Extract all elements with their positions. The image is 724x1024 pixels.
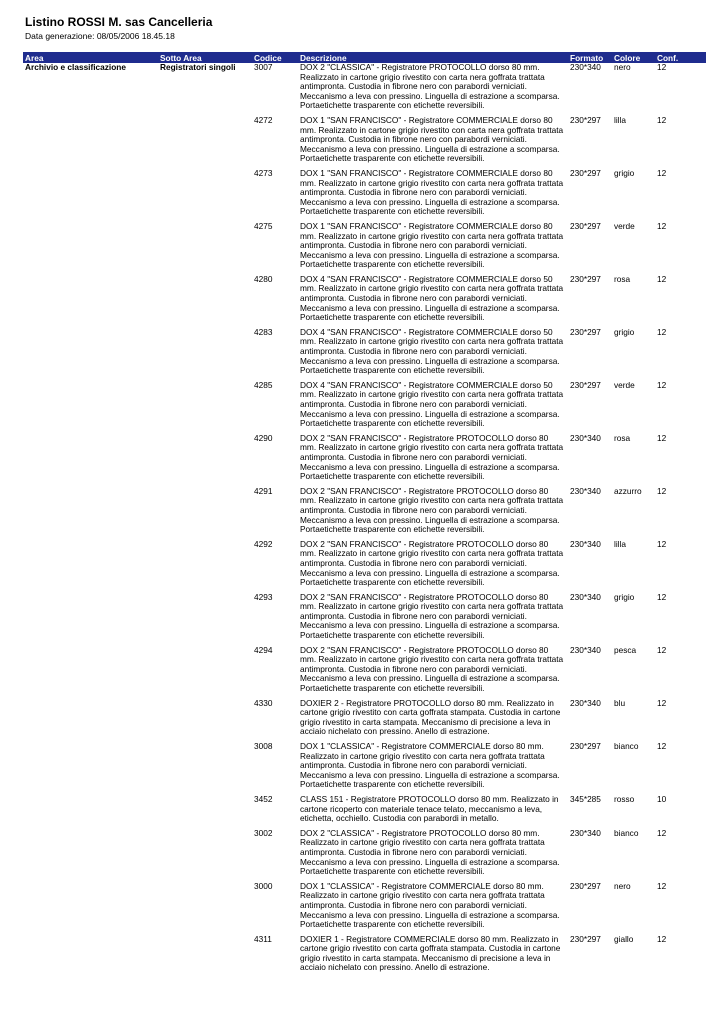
cell-sotto-area xyxy=(158,540,252,593)
cell-descrizione: DOX 4 "SAN FRANCISCO" - Registratore COMMERCIALE dorso 50 mm. Realizzato in cartone grigio rivestito con carta nera goffrata trattata antimpronta. Custodia in fibrone nero con parabordi verniciati. Meccanismo a leva con pressino. Linguella di estrazione a scomparsa. Portaetichette trasparente con etichette reversibili. xyxy=(300,273,564,323)
cell-codice: 4292 xyxy=(254,538,273,549)
cell-area xyxy=(23,742,158,795)
table-row xyxy=(23,882,706,935)
cell-sotto-area xyxy=(158,699,252,742)
table-row xyxy=(23,935,706,978)
cell-area xyxy=(23,487,158,540)
cell-codice: 3007 xyxy=(254,62,273,72)
cell-conf: 12 xyxy=(657,432,667,443)
cell-codice: 3452 xyxy=(254,793,273,804)
cell-formato: 230*297 xyxy=(570,114,601,125)
cell-sotto-area xyxy=(158,742,252,795)
cell-formato: 230*340 xyxy=(570,697,601,708)
cell-sotto-area xyxy=(158,795,252,829)
cell-conf: 12 xyxy=(657,62,667,72)
cell-conf: 12 xyxy=(657,167,667,178)
price-list-table xyxy=(23,52,706,978)
cell-colore: rosa xyxy=(614,432,631,443)
cell-codice: 4291 xyxy=(254,485,273,496)
cell-conf: 12 xyxy=(657,326,667,337)
cell-formato: 230*340 xyxy=(570,591,601,602)
cell-descrizione: DOX 4 "SAN FRANCISCO" - Registratore COMMERCIALE dorso 50 mm. Realizzato in cartone grigio rivestito con carta nera goffrata trattata antimpronta. Custodia in fibrone nero con parabordi verniciati. Meccanismo a leva con pressino. Linguella di estrazione a scomparsa. Portaetichette trasparente con etichette reversibili. xyxy=(300,326,564,376)
cell-area xyxy=(23,646,158,699)
cell-formato: 230*340 xyxy=(570,538,601,549)
cell-area xyxy=(23,381,158,434)
cell-codice: 3000 xyxy=(254,880,273,891)
cell-formato: 230*297 xyxy=(570,220,601,231)
cell-codice: 4280 xyxy=(254,273,273,284)
cell-area xyxy=(23,829,158,882)
cell-codice: 3008 xyxy=(254,741,273,751)
cell-colore: verde xyxy=(614,220,635,231)
cell-area xyxy=(23,434,158,487)
column-header-area: Area xyxy=(23,52,158,63)
cell-colore: rosa xyxy=(614,273,631,284)
cell-colore: grigio xyxy=(614,326,635,337)
column-header-descrizione: Descrizione xyxy=(298,52,568,63)
cell-descrizione: DOX 1 "SAN FRANCISCO" - Registratore COMMERCIALE dorso 80 mm. Realizzato in cartone grigio rivestito con carta nera goffrata trattata antimpronta. Custodia in fibrone nero con parabordi verniciati. Meccanismo a leva con pressino. Linguella di estrazione a scomparsa. Portaetichette trasparente con etichette reversibili. xyxy=(300,167,564,217)
column-header-colore: Colore xyxy=(612,52,655,63)
cell-formato: 230*340 xyxy=(570,485,601,496)
table-row xyxy=(23,169,706,222)
cell-formato: 230*297 xyxy=(570,326,601,337)
table-row xyxy=(23,222,706,275)
cell-formato: 230*340 xyxy=(570,644,601,655)
cell-colore: nero xyxy=(614,62,631,72)
cell-descrizione: DOX 1 "CLASSICA" - Registratore COMMERCIALE dorso 80 mm. Realizzato in cartone grigio rivestito con carta nera goffrata trattata antimpronta. Custodia in fibrone nero con parabordi verniciati. Meccanismo a leva con pressino. Linguella di estrazione a scomparsa. Portaetichette trasparente con etichette reversibili. xyxy=(300,880,560,930)
cell-colore: lilla xyxy=(614,114,626,125)
cell-descrizione: DOX 2 "SAN FRANCISCO" - Registratore PROTOCOLLO dorso 80 mm. Realizzato in cartone grigio rivestito con carta nera goffrata trattata antimpronta. Custodia in fibrone nero con parabordi verniciati. Meccanismo a leva con pressino. Linguella di estrazione a scomparsa. Portaetichette trasparente con etichette reversibili. xyxy=(300,591,564,641)
cell-codice: 4283 xyxy=(254,326,273,337)
cell-colore: rosso xyxy=(614,793,635,804)
cell-descrizione: DOXIER 1 - Registratore COMMERCIALE dorso 80 mm. Realizzato in cartone grigio rivestito con carta goffrata stampata. Custodia in cartone grigio rivestito in carta stampata. Meccanismo di precisione a leva in acciaio nichelato con pressino. Anello di estrazione. xyxy=(300,933,561,973)
cell-colore: verde xyxy=(614,379,635,390)
table-row xyxy=(23,540,706,593)
cell-sotto-area xyxy=(158,829,252,882)
cell-formato: 345*285 xyxy=(570,793,601,804)
cell-conf: 12 xyxy=(657,220,667,231)
cell-descrizione: DOX 1 "CLASSICA" - Registratore COMMERCIALE dorso 80 mm. Realizzato in cartone grigio rivestito con carta nera goffrata trattata antimpronta. Custodia in fibrone nero con parabordi verniciati. Meccanismo a leva con pressino. Linguella di estrazione a scomparsa. Portaetichette trasparente con etichette reversibili. xyxy=(300,741,560,790)
cell-descrizione: DOX 1 "SAN FRANCISCO" - Registratore COMMERCIALE dorso 80 mm. Realizzato in cartone grigio rivestito con carta nera goffrata trattata antimpronta. Custodia in fibrone nero con parabordi verniciati. Meccanismo a leva con pressino. Linguella di estrazione a scomparsa. Portaetichette trasparente con etichette reversibili. xyxy=(300,220,564,270)
cell-descrizione: DOX 2 "SAN FRANCISCO" - Registratore PROTOCOLLO dorso 80 mm. Realizzato in cartone grigio rivestito con carta nera goffrata trattata antimpronta. Custodia in fibrone nero con parabordi verniciati. Meccanismo a leva con pressino. Linguella di estrazione a scomparsa. Portaetichette trasparente con etichette reversibili. xyxy=(300,644,564,694)
cell-conf: 12 xyxy=(657,827,667,838)
cell-area xyxy=(23,882,158,935)
cell-colore: lilla xyxy=(614,538,626,549)
cell-codice: 4285 xyxy=(254,379,273,390)
cell-colore: nero xyxy=(614,880,631,891)
cell-area xyxy=(23,540,158,593)
cell-codice: 4294 xyxy=(254,644,273,655)
cell-codice: 4272 xyxy=(254,114,273,125)
cell-conf: 12 xyxy=(657,379,667,390)
cell-codice: 4273 xyxy=(254,167,273,178)
table-row xyxy=(23,328,706,381)
cell-conf: 12 xyxy=(657,591,667,602)
cell-codice: 4290 xyxy=(254,432,273,443)
cell-descrizione: DOXIER 2 - Registratore PROTOCOLLO dorso 80 mm. Realizzato in cartone grigio rivestito con carta goffrata stampata. Custodia in cartone grigio rivestito in carta stampata. Meccanismo di precisione a leva in acciaio nichelato con pressino. Anello di estrazione. xyxy=(300,697,561,737)
cell-colore: grigio xyxy=(614,591,635,602)
table-row xyxy=(23,487,706,540)
cell-sotto-area xyxy=(158,593,252,646)
cell-area xyxy=(23,222,158,275)
table-body xyxy=(23,63,706,978)
table-row xyxy=(23,742,706,795)
column-header-codice: Codice xyxy=(252,52,298,63)
cell-sotto-area xyxy=(158,434,252,487)
cell-codice: 3002 xyxy=(254,827,273,838)
cell-descrizione: DOX 2 "CLASSICA" - Registratore PROTOCOLLO dorso 80 mm. Realizzato in cartone grigio rivestito con carta nera goffrata trattata antimpronta. Custodia in fibrone nero con parabordi verniciati. Meccanismo a leva con pressino. Linguella di estrazione a scomparsa. Portaetichette trasparente con etichette reversibili. xyxy=(300,827,560,877)
cell-formato: 230*297 xyxy=(570,379,601,390)
cell-area xyxy=(23,328,158,381)
cell-descrizione: DOX 2 "SAN FRANCISCO" - Registratore PROTOCOLLO dorso 80 mm. Realizzato in cartone grigio rivestito con carta nera goffrata trattata antimpronta. Custodia in fibrone nero con parabordi verniciati. Meccanismo a leva con pressino. Linguella di estrazione a scomparsa. Portaetichette trasparente con etichette reversibili. xyxy=(300,485,564,535)
cell-sotto-area xyxy=(158,487,252,540)
cell-formato: 230*297 xyxy=(570,167,601,178)
table-row xyxy=(23,434,706,487)
cell-sotto-area xyxy=(158,116,252,169)
cell-codice: 4311 xyxy=(254,933,272,944)
cell-area xyxy=(23,795,158,829)
cell-colore: blu xyxy=(614,697,626,708)
generation-date: Data generazione: 08/05/2006 18.45.18 xyxy=(25,31,175,41)
table-row xyxy=(23,795,706,829)
cell-colore: giallo xyxy=(614,933,634,944)
column-header-conf: Conf. xyxy=(655,52,706,63)
cell-conf: 12 xyxy=(657,538,667,549)
cell-formato: 230*297 xyxy=(570,880,601,891)
cell-conf: 12 xyxy=(657,485,667,496)
cell-sotto-area xyxy=(158,882,252,935)
cell-formato: 230*340 xyxy=(570,62,601,72)
table-row xyxy=(23,829,706,882)
cell-formato: 230*297 xyxy=(570,273,601,284)
cell-codice: 4330 xyxy=(254,697,273,708)
cell-colore: bianco xyxy=(614,827,639,838)
cell-conf: 12 xyxy=(657,644,667,655)
cell-formato: 230*297 xyxy=(570,741,601,751)
table-row xyxy=(23,63,706,116)
cell-colore: grigio xyxy=(614,167,635,178)
cell-sotto-area xyxy=(158,935,252,978)
table-row xyxy=(23,593,706,646)
cell-conf: 10 xyxy=(657,793,667,804)
cell-descrizione: DOX 2 "SAN FRANCISCO" - Registratore PROTOCOLLO dorso 80 mm. Realizzato in cartone grigio rivestito con carta nera goffrata trattata antimpronta. Custodia in fibrone nero con parabordi verniciati. Meccanismo a leva con pressino. Linguella di estrazione a scomparsa. Portaetichette trasparente con etichette reversibili. xyxy=(300,432,564,482)
cell-conf: 12 xyxy=(657,741,667,751)
cell-area: Archivio e classificazione xyxy=(25,62,126,72)
cell-descrizione: DOX 2 "SAN FRANCISCO" - Registratore PROTOCOLLO dorso 80 mm. Realizzato in cartone grigio rivestito con carta nera goffrata trattata antimpronta. Custodia in fibrone nero con parabordi verniciati. Meccanismo a leva con pressino. Linguella di estrazione a scomparsa. Portaetichette trasparente con etichette reversibili. xyxy=(300,538,564,588)
cell-area xyxy=(23,169,158,222)
cell-conf: 12 xyxy=(657,114,667,125)
cell-conf: 12 xyxy=(657,273,667,284)
cell-area xyxy=(23,275,158,328)
cell-formato: 230*340 xyxy=(570,827,601,838)
cell-conf: 12 xyxy=(657,880,667,891)
cell-sotto-area xyxy=(158,328,252,381)
cell-descrizione: DOX 1 "SAN FRANCISCO" - Registratore COMMERCIALE dorso 80 mm. Realizzato in cartone grigio rivestito con carta nera goffrata trattata antimpronta. Custodia in fibrone nero con parabordi verniciati. Meccanismo a leva con pressino. Linguella di estrazione a scomparsa. Portaetichette trasparente con etichette reversibili. xyxy=(300,114,564,164)
cell-area xyxy=(23,116,158,169)
cell-sotto-area xyxy=(158,169,252,222)
cell-sotto-area xyxy=(158,222,252,275)
page-title: Listino ROSSI M. sas Cancelleria xyxy=(25,15,213,29)
cell-sotto-area xyxy=(158,275,252,328)
cell-area xyxy=(23,593,158,646)
cell-sotto-area: Registratori singoli xyxy=(160,62,236,72)
column-header-sotto-area: Sotto Area xyxy=(158,52,252,63)
cell-colore: pesca xyxy=(614,644,637,655)
table-row xyxy=(23,275,706,328)
cell-codice: 4275 xyxy=(254,220,273,231)
cell-codice: 4293 xyxy=(254,591,273,602)
table-row xyxy=(23,646,706,699)
cell-descrizione: CLASS 151 - Registratore PROTOCOLLO dorso 80 mm. Realizzato in cartone ricoperto con materiale tenace telato, meccanismo a leva, etichetta, occhiello. Custodia con parabordi in metallo. xyxy=(300,793,559,824)
cell-colore: bianco xyxy=(614,741,639,751)
cell-sotto-area xyxy=(158,646,252,699)
cell-area xyxy=(23,935,158,978)
table-row xyxy=(23,116,706,169)
cell-area xyxy=(23,699,158,742)
table-row xyxy=(23,699,706,742)
table-row xyxy=(23,381,706,434)
cell-formato: 230*340 xyxy=(570,432,601,443)
cell-colore: azzurro xyxy=(614,485,642,496)
column-header-formato: Formato xyxy=(568,52,612,63)
cell-descrizione: DOX 2 "CLASSICA" - Registratore PROTOCOLLO dorso 80 mm. Realizzato in cartone grigio rivestito con carta nera goffrata trattata antimpronta. Custodia in fibrone nero con parabordi verniciati. Meccanismo a leva con pressino. Linguella di estrazione a scomparsa. Portaetichette trasparente con etichette reversibili. xyxy=(300,62,560,111)
cell-conf: 12 xyxy=(657,697,667,708)
cell-formato: 230*297 xyxy=(570,933,601,944)
cell-conf: 12 xyxy=(657,933,667,944)
cell-sotto-area xyxy=(158,381,252,434)
cell-descrizione: DOX 4 "SAN FRANCISCO" - Registratore COMMERCIALE dorso 50 mm. Realizzato in cartone grigio rivestito con carta nera goffrata trattata antimpronta. Custodia in fibrone nero con parabordi verniciati. Meccanismo a leva con pressino. Linguella di estrazione a scomparsa. Portaetichette trasparente con etichette reversibili. xyxy=(300,379,564,429)
